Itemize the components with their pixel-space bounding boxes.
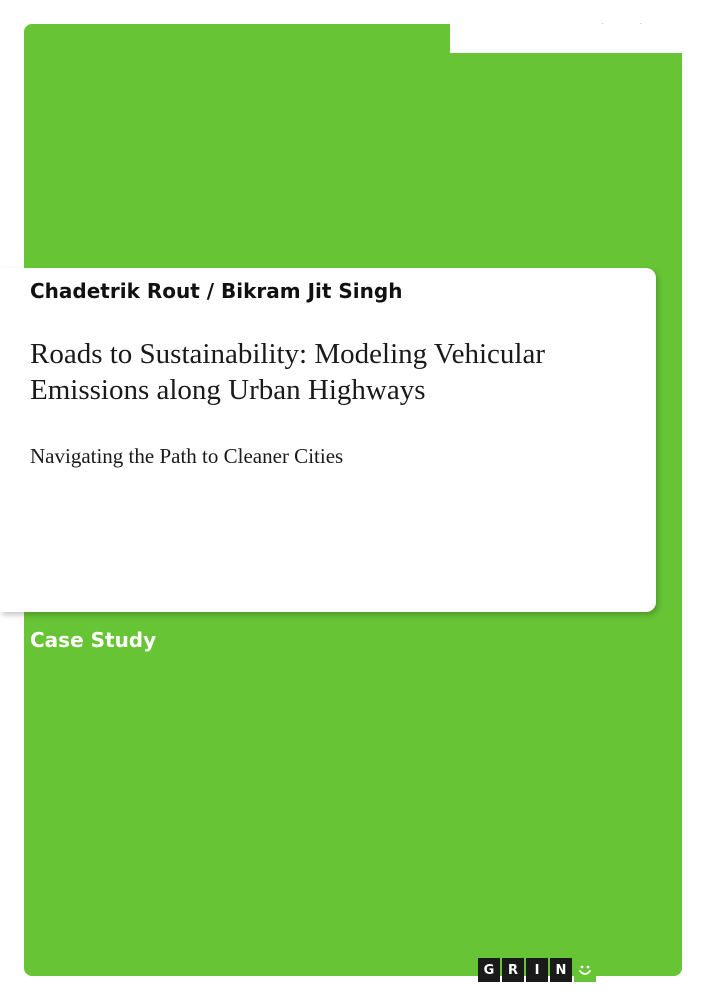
publisher-logo [478, 958, 596, 982]
document-type-label: Case Study [30, 628, 157, 652]
book-subtitle: Navigating the Path to Cleaner Cities [30, 444, 344, 468]
logo-letter-i: I [526, 958, 548, 982]
book-title: Roads to Sustainability: Modeling Vehicular Emissions along Urban Highways [30, 338, 545, 406]
logo-letter-r: R [502, 958, 524, 982]
authors: Chadetrik Rout / Bikram Jit Singh [30, 279, 403, 303]
cover-notch [450, 24, 682, 53]
title-card [0, 268, 656, 612]
logo-letter-g: G [478, 958, 500, 982]
logo-letter-n: N [550, 958, 572, 982]
smile-icon [574, 958, 596, 982]
